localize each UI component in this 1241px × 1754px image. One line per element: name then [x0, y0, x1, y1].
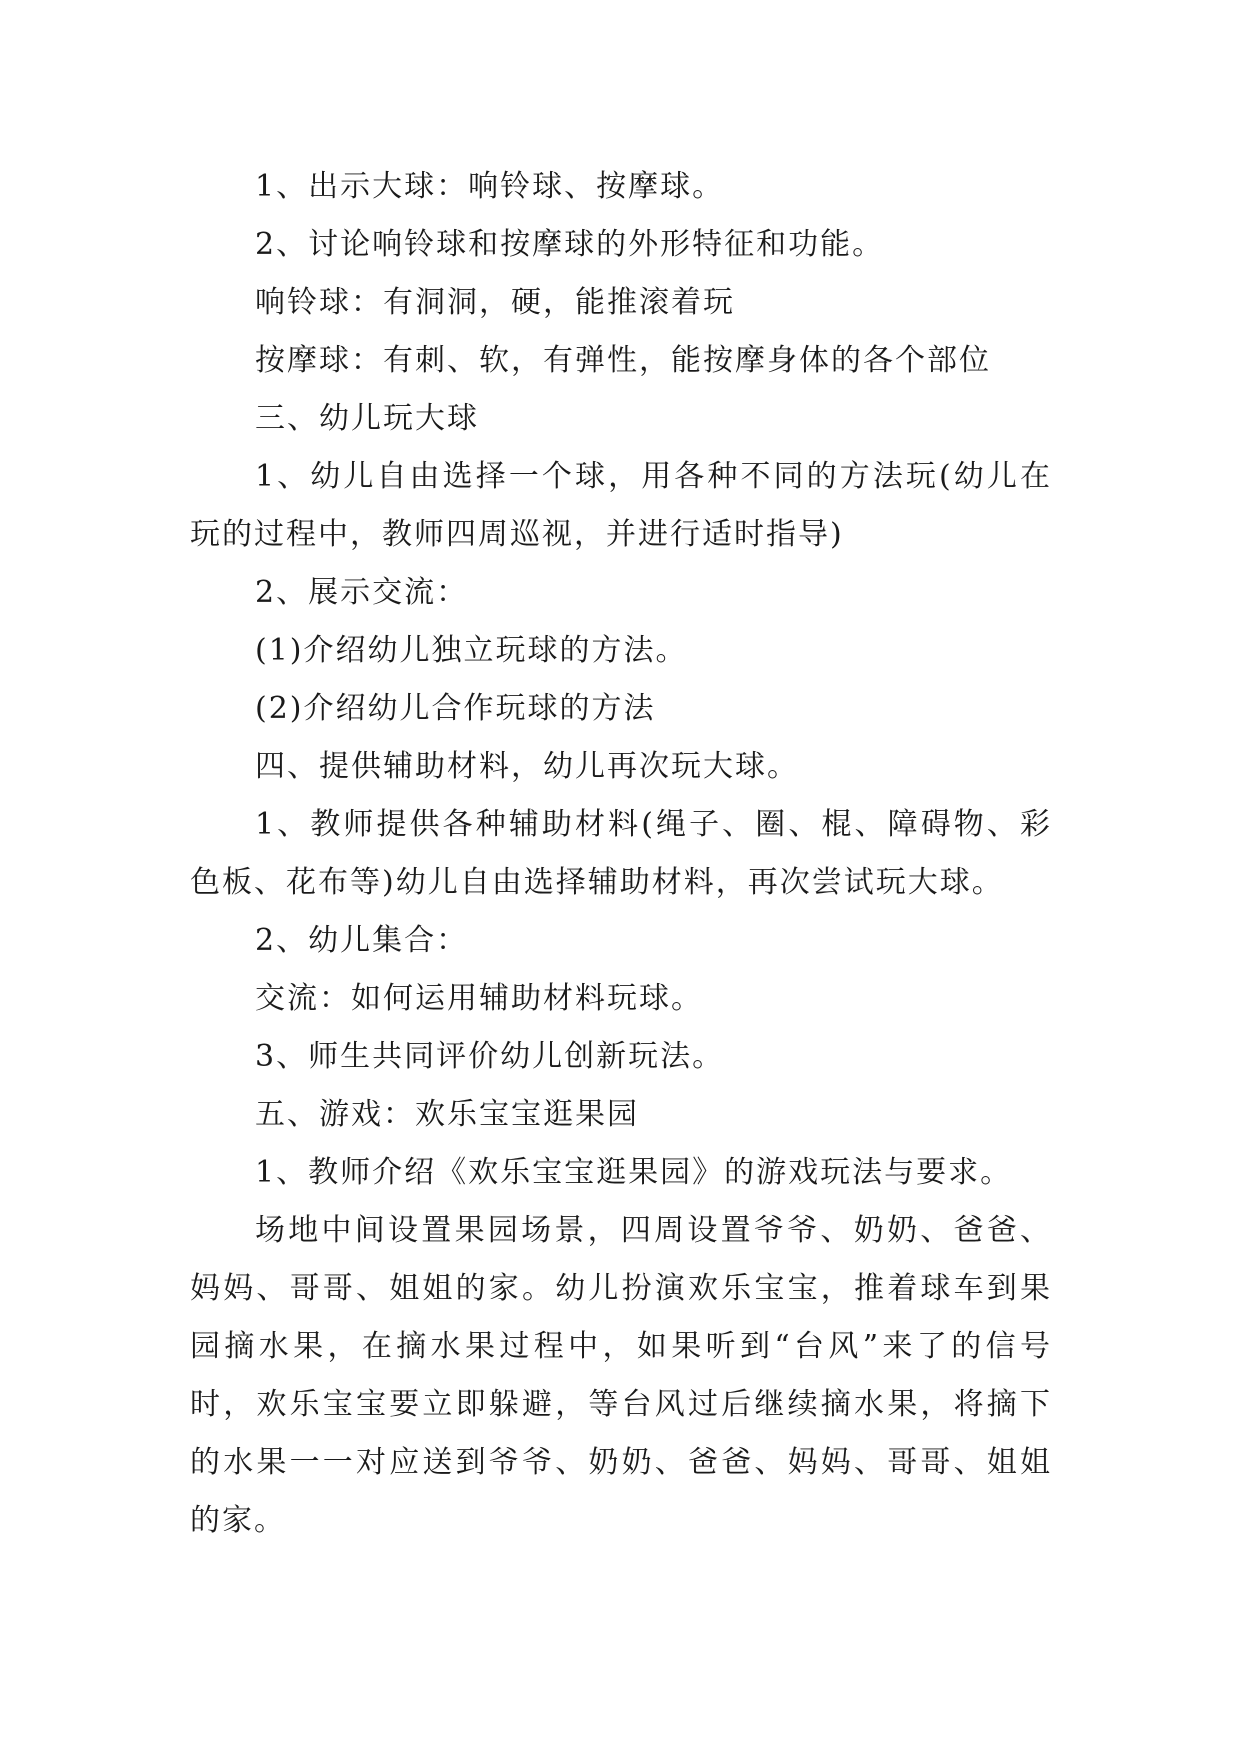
document-body: [190, 158, 1052, 1550]
paragraph-11: 1、教师提供各种辅助材料(绳子、圈、棍、障碍物、彩色板、花布等)幼儿自由选择辅助材料，再次尝试玩大球。: [190, 807, 1052, 900]
paragraph-9: (2)介绍幼儿合作玩球的方法: [255, 691, 656, 726]
paragraph-16: 1、教师介绍《欢乐宝宝逛果园》的游戏玩法与要求。: [255, 1155, 1013, 1190]
paragraph-13: 交流：如何运用辅助材料玩球。: [255, 981, 703, 1016]
paragraph-2: 2、讨论响铃球和按摩球的外形特征和功能。: [255, 227, 885, 262]
paragraph-4: 按摩球：有刺、软，有弹性，能按摩身体的各个部位: [255, 343, 991, 378]
paragraph-14: 3、师生共同评价幼儿创新玩法。: [255, 1039, 725, 1074]
paragraph-12: 2、幼儿集合：: [255, 923, 469, 958]
paragraph-8: (1)介绍幼儿独立玩球的方法。: [255, 633, 688, 668]
paragraph-17: 场地中间设置果园场景，四周设置爷爷、奶奶、爸爸、妈妈、哥哥、姐姐的家。幼儿扮演欢乐宝宝，推着球车到果园摘水果，在摘水果过程中，如果听到“台风”来了的信号时，欢乐宝宝要立即躲避，等台风过后继续摘水果，将摘下的水果一一对应送到爷爷、奶奶、爸爸、妈妈、哥哥、姐姐的家。: [190, 1213, 1052, 1538]
paragraph-15: 五、游戏：欢乐宝宝逛果园: [255, 1097, 639, 1132]
paragraph-7: 2、展示交流：: [255, 575, 469, 610]
paragraph-1: 1、出示大球：响铃球、按摩球。: [255, 169, 725, 204]
paragraph-10: 四、提供辅助材料，幼儿再次玩大球。: [255, 749, 799, 784]
paragraph-6: 1、幼儿自由选择一个球，用各种不同的方法玩(幼儿在玩的过程中，教师四周巡视，并进行适时指导): [190, 459, 1052, 552]
paragraph-3: 响铃球：有洞洞，硬，能推滚着玩: [255, 285, 735, 320]
paragraph-5: 三、幼儿玩大球: [255, 401, 479, 436]
